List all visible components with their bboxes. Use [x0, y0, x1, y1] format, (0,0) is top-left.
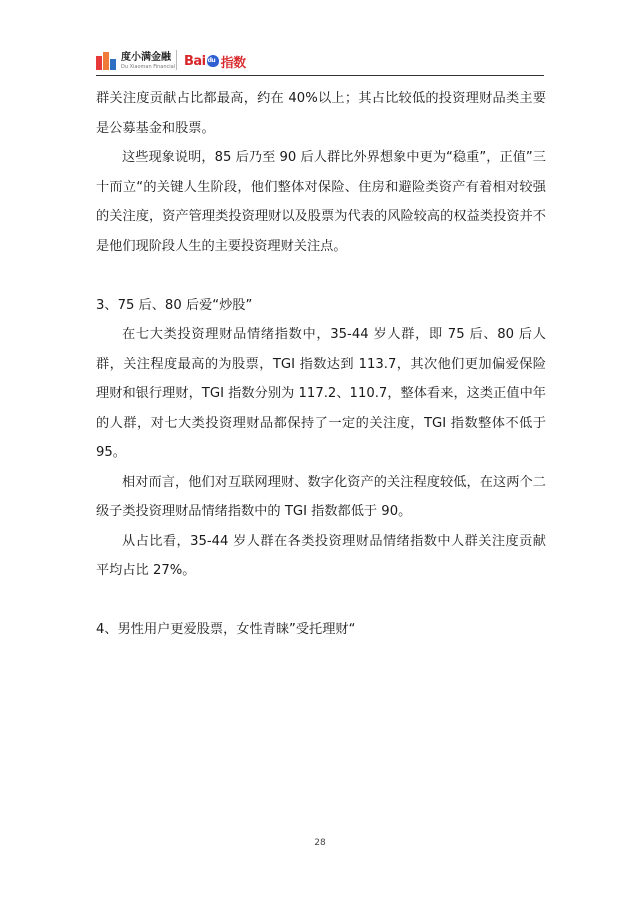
- document-body: [96, 84, 546, 645]
- page-header: [96, 48, 544, 74]
- paragraph-3: 在七大类投资理财品情绪指数中，35-44 岁人群，即 75 后、80 后人群，关注程度最高的为股票，TGI 指数达到 113.7，其次他们更加偏爱保险理财和银行理财，TGI 指数分别为 117.2、110.7，整体看来，这类正值中年的人群，对七大类投资理财品都保持了一定的关注度，TGI 指数整体不低于 95。: [96, 327, 546, 460]
- page-number: 28: [314, 838, 326, 848]
- baidu-logo-prefix: Bai: [184, 53, 206, 69]
- logo-divider: [176, 50, 177, 70]
- du-xiaoman-logo-cn: 度小满金融: [121, 51, 171, 63]
- paragraph-4: 相对而言，他们对互联网理财、数字化资产的关注程度较低，在这两个二级子类投资理财品情绪指数中的 TGI 指数都低于 90。: [96, 474, 546, 519]
- paragraph-5: 从占比看，35-44 岁人群在各类投资理财品情绪指数中人群关注度贡献平均占比 27%。: [96, 533, 546, 578]
- baidu-index-logo: [184, 51, 246, 71]
- baidu-paw-icon: [207, 55, 219, 67]
- section-heading-3: 3、75 后、80 后爱“炒股”: [96, 297, 253, 313]
- section-heading-4: 4、男性用户更爱股票，女性青睐”受托理财“: [96, 622, 356, 637]
- du-xiaoman-logo: [96, 50, 175, 72]
- paragraph-1: 群关注度贡献占比都最高，约在 40%以上；其占比较低的投资理财品类主要是公募基金和股票。: [96, 91, 546, 136]
- header-rule: [96, 75, 544, 76]
- du-xiaoman-logo-icon: [96, 52, 116, 70]
- paragraph-2: 这些现象说明，85 后乃至 90 后人群比外界想象中更为“稳重”，正值”三十而立“的关键人生阶段，他们整体对保险、住房和避险类资产有着相对较强的关注度，资产管理类投资理财以及股票为代表的风险较高的权益类投资并不是他们现阶段人生的主要投资理财关注点。: [96, 150, 546, 254]
- du-xiaoman-logo-en: Du Xiaoman Financial: [121, 63, 176, 70]
- baidu-logo-suffix: 指数: [220, 55, 246, 71]
